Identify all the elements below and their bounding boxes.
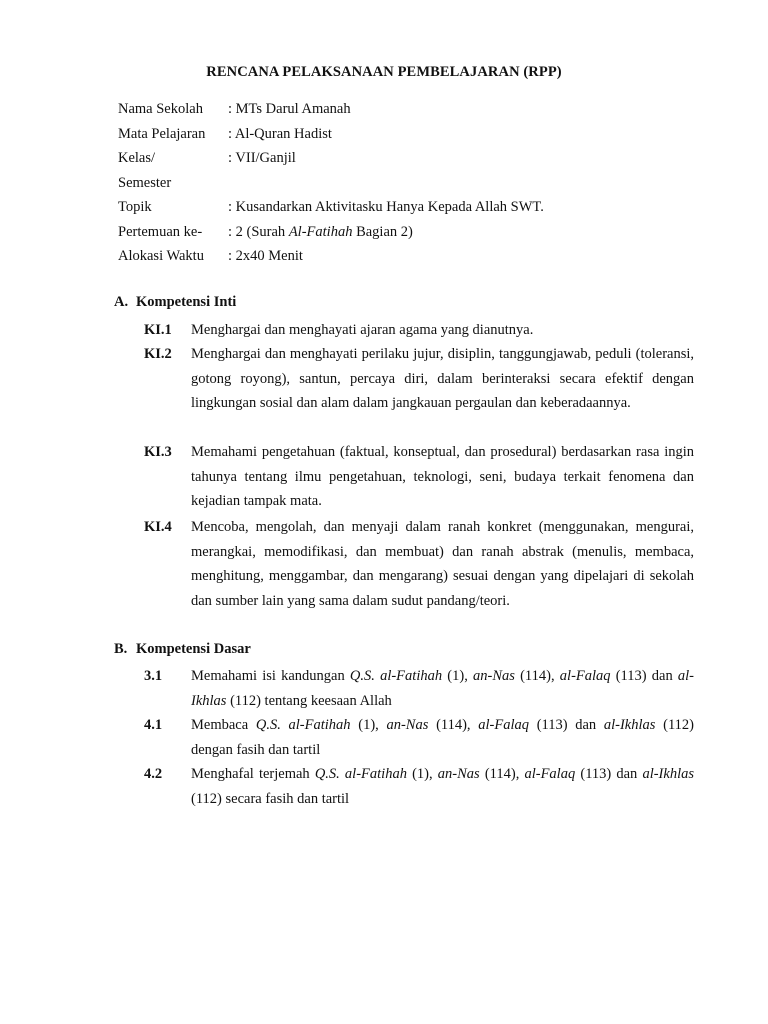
italic-term: al-Falaq <box>524 766 576 782</box>
kd-item <box>144 762 694 811</box>
text-run: (1), <box>442 668 474 684</box>
info-value <box>228 171 678 196</box>
kd-code: 4.1 <box>144 717 163 733</box>
ki-code: KI.1 <box>144 322 172 338</box>
text-run: (113) dan <box>529 717 604 733</box>
italic-term: an-Nas <box>386 717 429 733</box>
kd-text <box>191 664 694 713</box>
italic-term: an-Nas <box>473 668 515 684</box>
info-label: Semester <box>118 174 172 191</box>
section-heading-kompetensi-inti <box>114 294 236 311</box>
info-row-topik <box>118 195 678 220</box>
text-run: Membaca <box>191 717 256 733</box>
kd-item <box>144 664 694 713</box>
document-title: RENCANA PELAKSANAAN PEMBELAJARAN (RPP) <box>206 64 562 80</box>
ki-item <box>144 515 694 614</box>
info-row-pertemuan <box>118 220 678 245</box>
italic-term: al-Ikhlas <box>603 717 656 733</box>
info-value: : 2x40 Menit <box>228 248 303 264</box>
info-row-alokasi-waktu <box>118 244 678 269</box>
info-row-mata-pelajaran <box>118 122 678 147</box>
text-run: (113) dan <box>575 766 643 782</box>
info-row-nama-sekolah <box>118 97 678 122</box>
italic-term: al-Ikhlas <box>642 766 694 782</box>
ki-item <box>144 440 694 514</box>
info-value-prefix: : 2 (Surah <box>228 223 289 240</box>
ki-code: KI.3 <box>144 444 172 460</box>
info-value: : Al-Quran Hadist <box>228 125 332 142</box>
info-row-kelas <box>118 146 678 171</box>
ki-item <box>144 318 694 343</box>
info-value-suffix: Bagian 2) <box>352 223 413 240</box>
info-label: Pertemuan ke- <box>118 223 203 240</box>
ki-text: Mencoba, mengolah, dan menyaji dalam ranah konkret (menggunakan, mengurai, merangkai, memodifikasi, dan membuat) dan ranah abstrak (menulis, membaca, menghitung, menggambar, dan mengarang) sesuai dengan yang dipelajari di sekolah dan sumber lain yang sama dalam sudut pandang/teori. <box>191 519 694 610</box>
kd-code: 4.2 <box>144 766 163 782</box>
italic-term: Q.S. al-Fatihah <box>349 668 443 684</box>
info-value: : Kusandarkan Aktivitasku Hanya Kepada Allah SWT. <box>228 199 544 215</box>
info-label: Kelas/ <box>118 150 156 166</box>
ki-text: Menghargai dan menghayati ajaran agama yang dianutnya. <box>191 322 534 338</box>
info-row-semester <box>118 171 678 196</box>
info-label: Nama Sekolah <box>118 101 203 117</box>
info-label: Alokasi Waktu <box>118 248 204 264</box>
text-run: Memahami isi kandungan <box>191 668 350 684</box>
text-run: (114), <box>479 766 525 782</box>
info-value-italic: Al-Fatihah <box>288 223 353 240</box>
italic-term: al-Falaq <box>559 668 611 684</box>
text-run: (1), <box>406 766 438 782</box>
info-value <box>228 220 678 245</box>
text-run: (114), <box>514 668 560 684</box>
section-heading-kompetensi-dasar <box>114 641 251 658</box>
section-title: Kompetensi Dasar <box>136 641 251 657</box>
section-letter: B. <box>114 641 128 657</box>
info-label: Mata Pelajaran <box>118 125 206 142</box>
section-title: Kompetensi Inti <box>136 294 237 310</box>
ki-text: Memahami pengetahuan (faktual, konseptual, dan prosedural) berdasarkan rasa ingin tahunya tentang ilmu pengetahuan, teknologi, seni, budaya terkait fenomena dan kejadian tampak mata. <box>191 444 694 510</box>
ki-text: Menghargai dan menghayati perilaku jujur, disiplin, tanggungjawab, peduli (toleransi, gotong royong), santun, percaya diri, dalam berinteraksi secara efektif dengan lingkungan sosial dan alam dalam jangkauan pergaulan dan keberadaannya. <box>191 346 694 412</box>
info-value: : VII/Ganjil <box>228 150 296 166</box>
info-value: : MTs Darul Amanah <box>228 101 351 117</box>
identity-table <box>118 97 678 269</box>
italic-term: al-Ikhlas <box>191 668 695 709</box>
ki-item <box>144 342 694 416</box>
kd-text <box>191 762 694 811</box>
text-run: (114), <box>428 717 479 733</box>
italic-term: an-Nas <box>437 766 480 782</box>
section-letter: A. <box>114 294 129 310</box>
kd-text <box>191 713 694 762</box>
text-run: (1), <box>350 717 387 733</box>
kd-item <box>144 713 694 762</box>
text-run: (113) dan <box>610 668 678 684</box>
text-run: (112) dengan fasih dan tartil <box>191 717 694 758</box>
italic-term: al-Falaq <box>478 717 529 733</box>
ki-code: KI.2 <box>144 346 172 362</box>
kd-code: 3.1 <box>144 668 163 684</box>
italic-term: Q.S. al-Fatihah <box>314 766 407 782</box>
text-run: (112) tentang keesaan Allah <box>226 692 392 709</box>
info-label: Topik <box>118 199 152 215</box>
ki-code: KI.4 <box>144 519 172 535</box>
italic-term: Q.S. al-Fatihah <box>255 717 351 733</box>
text-run: Menghafal terjemah <box>191 766 315 782</box>
text-run: (112) secara fasih dan tartil <box>191 790 350 807</box>
